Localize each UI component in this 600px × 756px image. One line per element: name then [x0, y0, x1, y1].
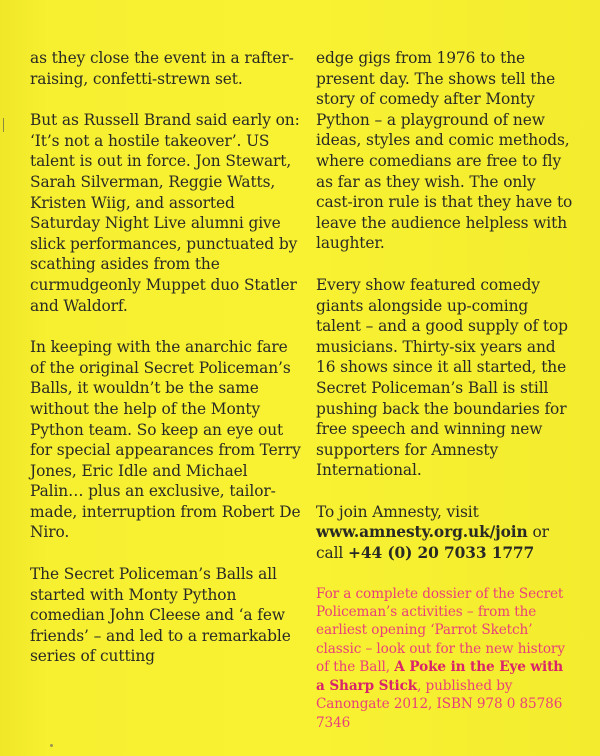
print-speck — [50, 744, 53, 747]
paragraph: edge gigs from 1976 to the present day. The shows tell the story of comedy after Monty Python – a playground of new ideas, styles and comic methods, where comedians are free to fly as far as they wish. The only cast-iron rule is that they have to leave the audience helpless with laughter. — [316, 49, 573, 253]
paragraph: Every show featured comedy giants alongside up-coming talent – and a good supply of top musicians. Thirty-six years and 16 shows since it all started, the Secret Policeman’s Ball is still pushing back the boundaries for free speech and winning new supporters for Amnesty International. — [316, 275, 568, 480]
right-column — [316, 48, 574, 753]
paragraph: But as Russell Brand said early on: ‘It’s not a hostile takeover’. US talent is out in force. Jon Stewart, Sarah Silverman, Reggie Watts, Kristen Wiig, and assorted Saturday Night Live alumni give slick performances, punctuated by scathing asides from the curmudgeonly Muppet duo Statler and Waldorf. — [30, 111, 300, 315]
join-amnesty-paragraph — [316, 502, 574, 564]
book-title: A Poke in the Eye with a Sharp Stick — [316, 659, 564, 694]
dossier-text-before: For a complete dossier of the Secret Policeman’s activities – from the earliest opening ‘Parrot Sketch’ classic – look out for the new history of the Ball, — [316, 585, 565, 676]
phone-number: +44 (0) 20 7033 1777 — [348, 544, 535, 563]
binding-mark — [3, 118, 8, 132]
dossier-note — [316, 585, 574, 732]
left-column — [30, 48, 302, 688]
join-or: or — [527, 523, 549, 542]
paragraph: as they close the event in a rafter-raising, confetti-strewn set. — [30, 49, 294, 88]
amnesty-url-link[interactable]: www.amnesty.org.uk/join — [316, 523, 528, 542]
paragraph: In keeping with the anarchic fare of the original Secret Policeman’s Balls, it wouldn’t be the same without the help of the Monty Python team. So keep an eye out for special appearances from Terry Jones, Eric Idle and Michael Palin… plus an exclusive, tailor-made, interruption from Robert De Niro. — [30, 338, 301, 542]
join-lead: To join Amnesty, visit — [316, 502, 479, 521]
paragraph: The Secret Policeman’s Balls all started with Monty Python comedian John Cleese and ‘a few friends’ – and led to a remarkable series of cutting — [30, 565, 291, 666]
join-call: call — [316, 544, 349, 563]
dossier-text-after: , published by Canongate 2012, ISBN 978 0 85786 7346 — [316, 677, 563, 731]
